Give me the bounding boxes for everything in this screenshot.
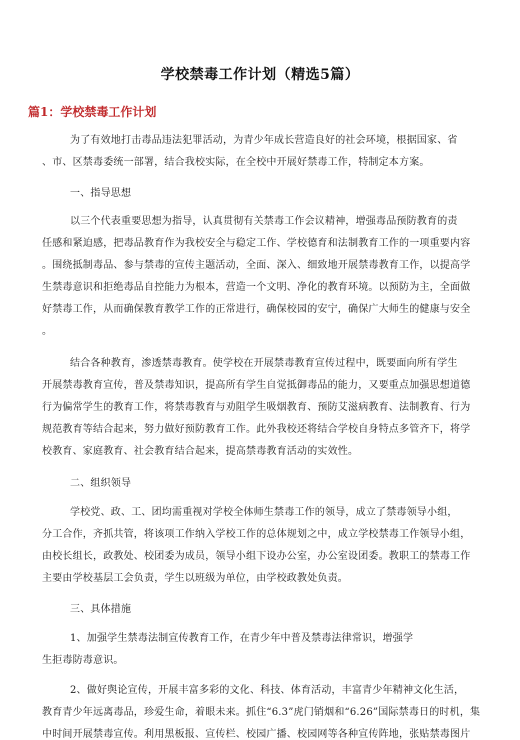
body-text-line: 以三个代表重要思想为指导，认真贯彻有关禁毒工作会议精神，增强毒品预防教育的责	[70, 216, 458, 227]
body-text-line: 由校长组长，政教处、校团委为成员，领导小组下设办公室，办公室设团委。教职工的禁毒工作	[42, 551, 471, 562]
body-text-line: 主要由学校基层工会负责，学生以班级为单位，由学校政教处负责。	[42, 573, 348, 584]
section-heading: 篇1：学校禁毒工作计划	[28, 105, 157, 119]
body-text-line: 好禁毒工作，从而确保教育教学工作的正常进行，确保校园的安宁，确保广大师生的健康与安全	[42, 304, 471, 315]
body-text-line: 中时间开展禁毒宣传。利用黑板报、宣传栏、校园广播、校园网等各种宣传阵地，张贴禁毒图片	[42, 729, 471, 740]
body-text-line: 生禁毒意识和拒绝毒品自控能力为根本，营造一个文明、净化的教育环境。以预防为主，全面做	[42, 282, 471, 293]
body-text-line: 开展禁毒教育宣传，普及禁毒知识，提高所有学生自觉抵御毒品的能力，又要重点加强思想道德	[42, 380, 471, 391]
body-text-line: 任感和紧迫感，把毒品教育作为我校安全与稳定工作、学校德育和法制教育工作的一项重要内容	[42, 238, 471, 249]
body-text-line: 分工合作，齐抓共管，将该项工作纳入学校工作的总体规划之中，成立学校禁毒工作领导小组，	[42, 529, 471, 540]
document-title: 学校禁毒工作计划（精选5篇）	[160, 67, 360, 83]
body-text-line: 结合各种教育，渗透禁毒教育。使学校在开展禁毒教育宣传过程中，既要面向所有学生	[70, 358, 458, 369]
subsection-heading: 三、具体措施	[70, 604, 132, 615]
subsection-heading: 二、组织领导	[70, 478, 132, 489]
body-text-line: 、市、区禁毒委统一部署，结合我校实际，在全校中开展好禁毒工作，特制定本方案。	[42, 157, 430, 168]
body-text-line: 生拒毒防毒意识。	[42, 655, 124, 666]
body-text-line: 。	[42, 326, 53, 337]
body-text-line: 规范教育等结合起来，努力做好预防教育工作。此外我校还将结合学校自身特点多管齐下，将学	[42, 424, 471, 435]
body-text-line: 为了有效地打击毒品违法犯罪活动，为青少年成长营造良好的社会环境，根据国家、省	[70, 135, 458, 146]
body-text-line: 。围绕抵制毒品、参与禁毒的宣传主题活动，全面、深入、细致地开展禁毒教育工作，以提高学	[42, 260, 471, 271]
subsection-heading: 一、指导思想	[70, 188, 132, 199]
body-text-line: 2、做好舆论宣传，开展丰富多彩的文化、科技、体育活动，丰富青少年精神文化生活，	[70, 685, 465, 696]
body-text-line: 校教育、家庭教育、社会教育结合起来，提高禁毒教育活动的实效性。	[42, 446, 359, 457]
body-text-line: 行为偏常学生的教育工作，将禁毒教育与劝阻学生吸烟教育、预防艾滋病教育、法制教育、行为	[42, 402, 471, 413]
body-text-line: 1、加强学生禁毒法制宣传教育工作，在青少年中普及禁毒法律常识，增强学	[70, 633, 414, 644]
body-text-line: 教育青少年远离毒品，珍爱生命，着眼未来。抓住“6.3”虎门销烟和“6.26”国际禁毒日的时机，集	[42, 707, 481, 718]
body-text-line: 学校党、政、工、团均需重视对学校全体师生禁毒工作的领导，成立了禁毒领导小组，	[70, 507, 458, 518]
